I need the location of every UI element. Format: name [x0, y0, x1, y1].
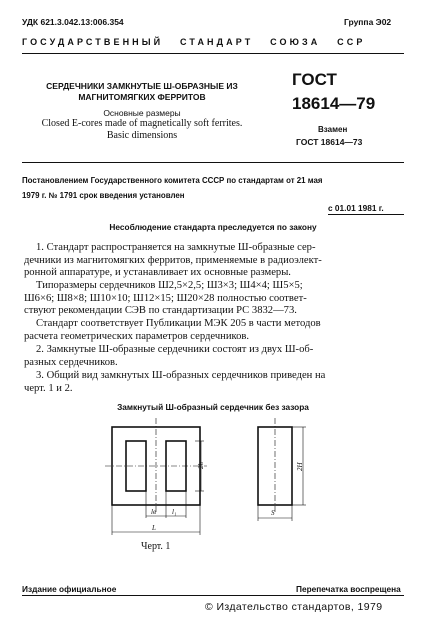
p1-line: 1. Стандарт распространяется на замкнутые Ш-образные сер-	[36, 242, 316, 253]
legal-notice: Несоблюдение стандарта преследуется по закону	[109, 222, 317, 232]
decree-line1: Постановлением Государственного комитета СССР по стандартам от 21 мая	[22, 176, 323, 185]
title-en-line2: Basic dimensions	[106, 130, 178, 141]
label-l1: l₁	[172, 508, 177, 516]
title-rule	[22, 162, 404, 163]
replaces-label: Взамен	[318, 125, 348, 134]
p3-line: Стандарт соответствует Публикации МЭК 205 в части методов	[36, 318, 321, 329]
dim-2H	[258, 427, 306, 521]
group-code: Группа Э02	[344, 17, 392, 27]
p5-line: черт. 1 и 2.	[24, 382, 73, 394]
date-rule	[328, 214, 404, 215]
label-2h: 2h	[197, 462, 205, 469]
paragraph-1	[24, 242, 400, 280]
footer-copyright: © Издательство стандартов, 1979	[205, 601, 383, 613]
title-ru-line2: МАГНИТОМЯГКИХ ФЕРРИТОВ	[78, 92, 206, 102]
label-2H: 2H	[296, 462, 304, 471]
figure-drawing	[0, 415, 424, 540]
paragraph-3	[24, 318, 400, 343]
center-lines	[105, 418, 275, 513]
figure-caption: Черт. 1	[141, 541, 171, 552]
paragraph-2	[24, 280, 400, 318]
figure-title: Замкнутый Ш-образный сердечник без зазора	[117, 402, 309, 412]
paragraph-5	[24, 370, 400, 395]
org-line: ГОСУДАРСТВЕННЫЙ СТАНДАРТ СОЮЗА ССР	[22, 37, 366, 47]
label-lb: lв	[151, 508, 156, 516]
gost-number: 18614—79	[292, 94, 376, 113]
p1-line: дечники из магнитомягких ферритов, применяемые в радиоэлект-	[24, 254, 322, 266]
p4-line: разных сердечников.	[24, 356, 118, 368]
p2-line: Типоразмеры сердечников Ш2,5×2,5; Ш3×3; Ш4×4; Ш5×5;	[36, 280, 303, 291]
title-ru-subtitle: Основные размеры	[103, 108, 181, 118]
footer-rule	[22, 595, 404, 596]
decree-line2: 1979 г. № 1791 срок введения установлен	[22, 191, 185, 200]
p3-line: расчета геометрических параметров сердечников.	[24, 330, 250, 342]
p1-line: ронной аппаратуре, и устанавливает их основные размеры.	[24, 267, 291, 279]
header-rule	[22, 53, 404, 54]
footer-official: Издание официальное	[22, 584, 117, 594]
title-ru-line1: СЕРДЕЧНИКИ ЗАМКНУТЫЕ Ш-ОБРАЗНЫЕ ИЗ	[46, 81, 238, 91]
udk-code: УДК 621.3.042.13:006.354	[22, 17, 124, 27]
title-en-line1: Closed E-cores made of magnetically soft ferrites.	[41, 118, 243, 129]
footer-reprint: Перепечатка воспрещена	[296, 584, 401, 594]
p4-line: 2. Замкнутые Ш-образные сердечники состоят из двух Ш-об-	[36, 344, 314, 355]
label-S: S	[271, 509, 275, 517]
paragraph-4	[24, 344, 400, 369]
gost-label: ГОСТ	[292, 70, 337, 89]
replaces-value: ГОСТ 18614—73	[296, 137, 363, 147]
label-L: L	[152, 524, 156, 532]
p2-line: Ш6×6; Ш8×8; Ш10×10; Ш12×15; Ш20×28 полностью соответ-	[24, 292, 307, 304]
p5-line: 3. Общий вид замкнутых Ш-образных сердечников приведен на	[36, 370, 326, 381]
p2-line: ствуют рекомендации СЭВ по стандартизации РС 3832—73.	[24, 305, 297, 317]
decree-date: с 01.01 1981 г.	[328, 203, 384, 213]
